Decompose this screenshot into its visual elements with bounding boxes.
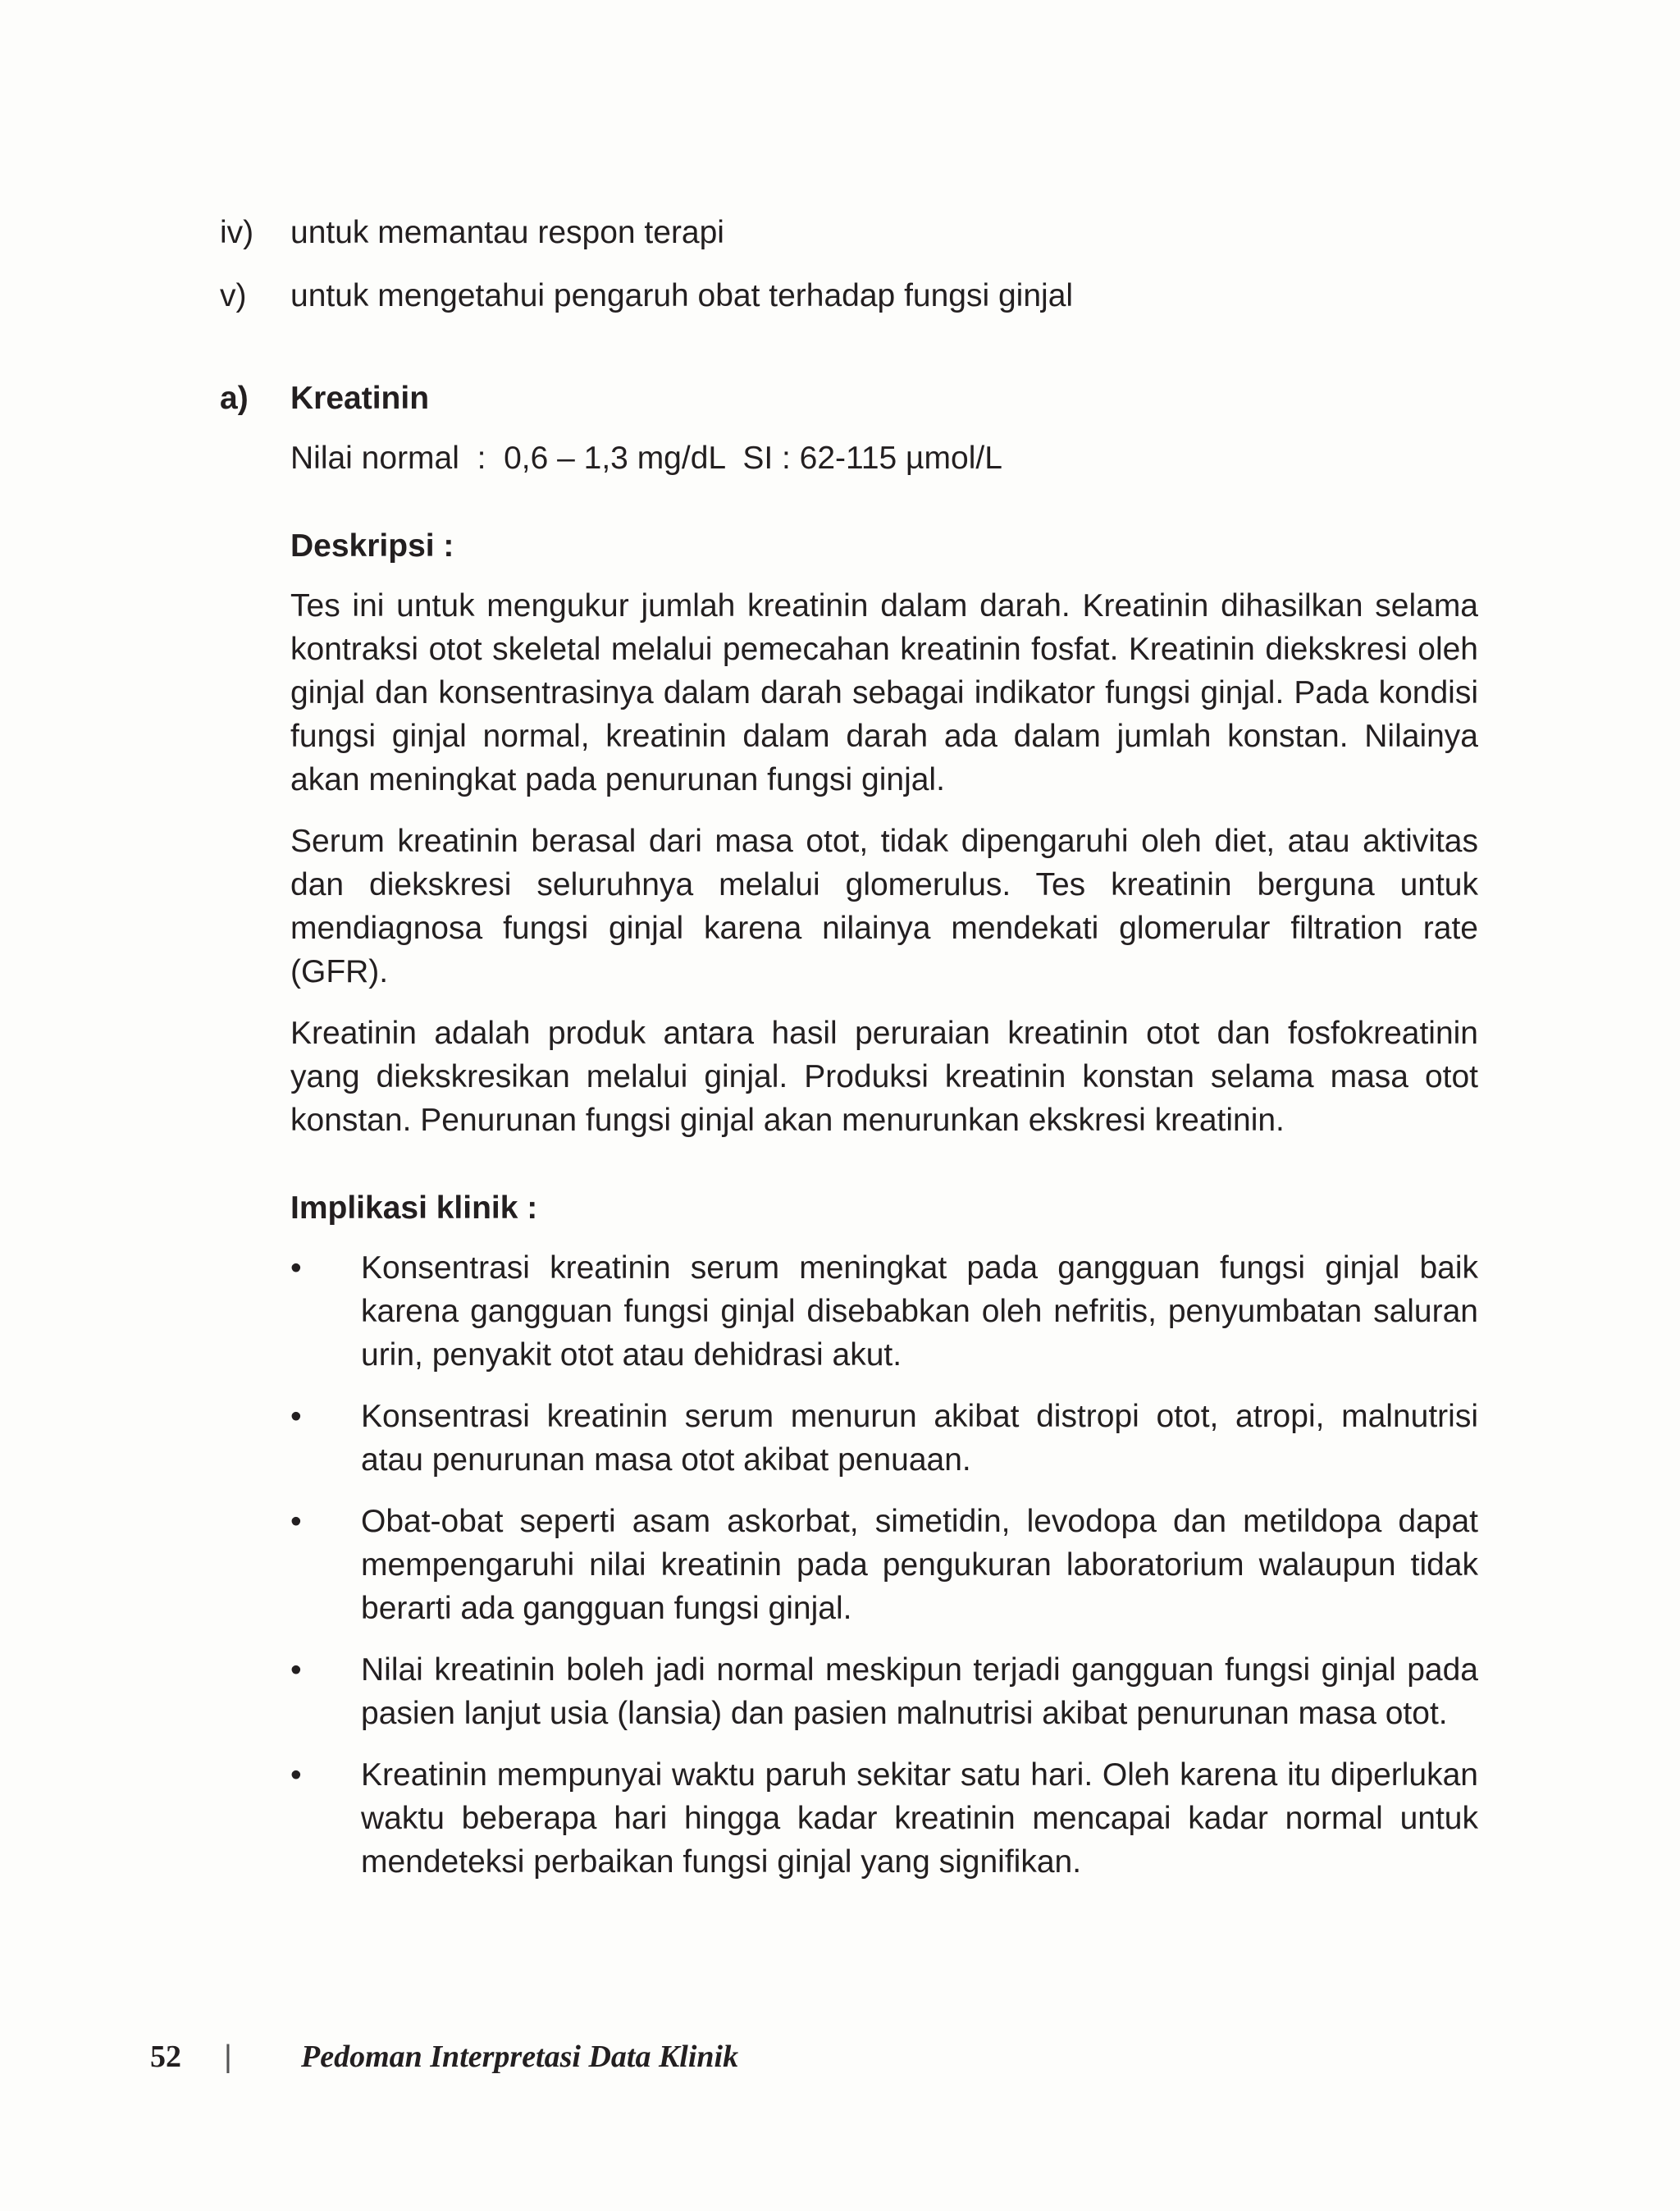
bullet-icon: • — [290, 1250, 302, 1286]
bullet-text: Kreatinin mempunyai waktu paruh sekitar satu hari. Oleh karena itu diperlukan waktu beberapa hari hingga kadar kreatinin mencapai kadar normal untuk mendeteksi perbaikan fungsi ginjal yang signifikan. — [361, 1757, 1478, 1880]
list-item — [220, 274, 1478, 317]
page-content — [220, 211, 1478, 1902]
section-marker: a) — [220, 381, 249, 416]
list-item — [290, 1648, 1478, 1735]
list-item-text: untuk memantau respon terapi — [290, 215, 724, 250]
bullet-text: Nilai kreatinin boleh jadi normal meskipun terjadi gangguan fungsi ginjal pada pasien lanjut usia (lansia) dan pasien malnutrisi akibat penurunan masa otot. — [361, 1652, 1478, 1731]
list-item — [220, 211, 1478, 254]
bullet-icon: • — [290, 1757, 302, 1793]
description-heading: Deskripsi : — [290, 528, 454, 564]
list-item — [290, 1395, 1478, 1482]
section-body — [290, 436, 1478, 1884]
description-paragraph: Serum kreatinin berasal dari masa otot, tidak dipengaruhi oleh diet, atau aktivitas dan diekskresi seluruhnya melalui glomerulus. Tes kreatinin berguna untuk mendiagnosa fungsi ginjal karena nilainya mendekati glomerular filtration rate (GFR). — [290, 824, 1478, 989]
book-title: Pedoman Interpretasi Data Klinik — [301, 2040, 739, 2074]
clinical-implication-list — [290, 1246, 1478, 1884]
footer-separator: | — [224, 2040, 232, 2074]
bullet-icon: • — [290, 1399, 302, 1434]
list-marker: v) — [220, 278, 247, 313]
section-title: Kreatinin — [290, 381, 430, 416]
list-item — [290, 1246, 1478, 1377]
list-marker: iv) — [220, 215, 254, 250]
bullet-text: Konsentrasi kreatinin serum menurun akibat distropi otot, atropi, malnutrisi atau penurunan masa otot akibat penuaan. — [361, 1399, 1478, 1478]
bullet-icon: • — [290, 1652, 302, 1688]
list-item — [290, 1500, 1478, 1630]
bullet-text: Obat-obat seperti asam askorbat, simetidin, levodopa dan metildopa dapat mempengaruhi nilai kreatinin pada pengukuran laboratorium walaupun tidak berarti ada gangguan fungsi ginjal. — [361, 1504, 1478, 1626]
bullet-icon: • — [290, 1504, 302, 1539]
section-heading — [220, 377, 1478, 420]
bullet-text: Konsentrasi kreatinin serum meningkat pada gangguan fungsi ginjal baik karena gangguan fungsi ginjal disebabkan oleh nefritis, penyumbatan saluran urin, penyakit otot atau dehidrasi akut. — [361, 1250, 1478, 1373]
normal-value-line: Nilai normal : 0,6 – 1,3 mg/dL SI : 62-115 µmol/L — [290, 441, 1002, 476]
description-paragraph: Tes ini untuk mengukur jumlah kreatinin dalam darah. Kreatinin dihasilkan selama kontraksi otot skeletal melalui pemecahan kreatinin fosfat. Kreatinin diekskresi oleh ginjal dan konsentrasinya dalam darah sebagai indikator fungsi ginjal. Pada kondisi fungsi ginjal normal, kreatinin dalam darah ada dalam jumlah konstan. Nilainya akan meningkat pada penurunan fungsi ginjal. — [290, 588, 1478, 797]
page-number: 52 — [150, 2040, 181, 2074]
list-item — [290, 1753, 1478, 1884]
page-footer — [150, 2039, 738, 2075]
clinical-implication-heading: Implikasi klinik : — [290, 1190, 538, 1226]
list-item-text: untuk mengetahui pengaruh obat terhadap fungsi ginjal — [290, 278, 1074, 313]
description-paragraph: Kreatinin adalah produk antara hasil peruraian kreatinin otot dan fosfokreatinin yang diekskresikan melalui ginjal. Produksi kreatinin konstan selama masa otot konstan. Penurunan fungsi ginjal akan menurunkan ekskresi kreatinin. — [290, 1016, 1478, 1138]
